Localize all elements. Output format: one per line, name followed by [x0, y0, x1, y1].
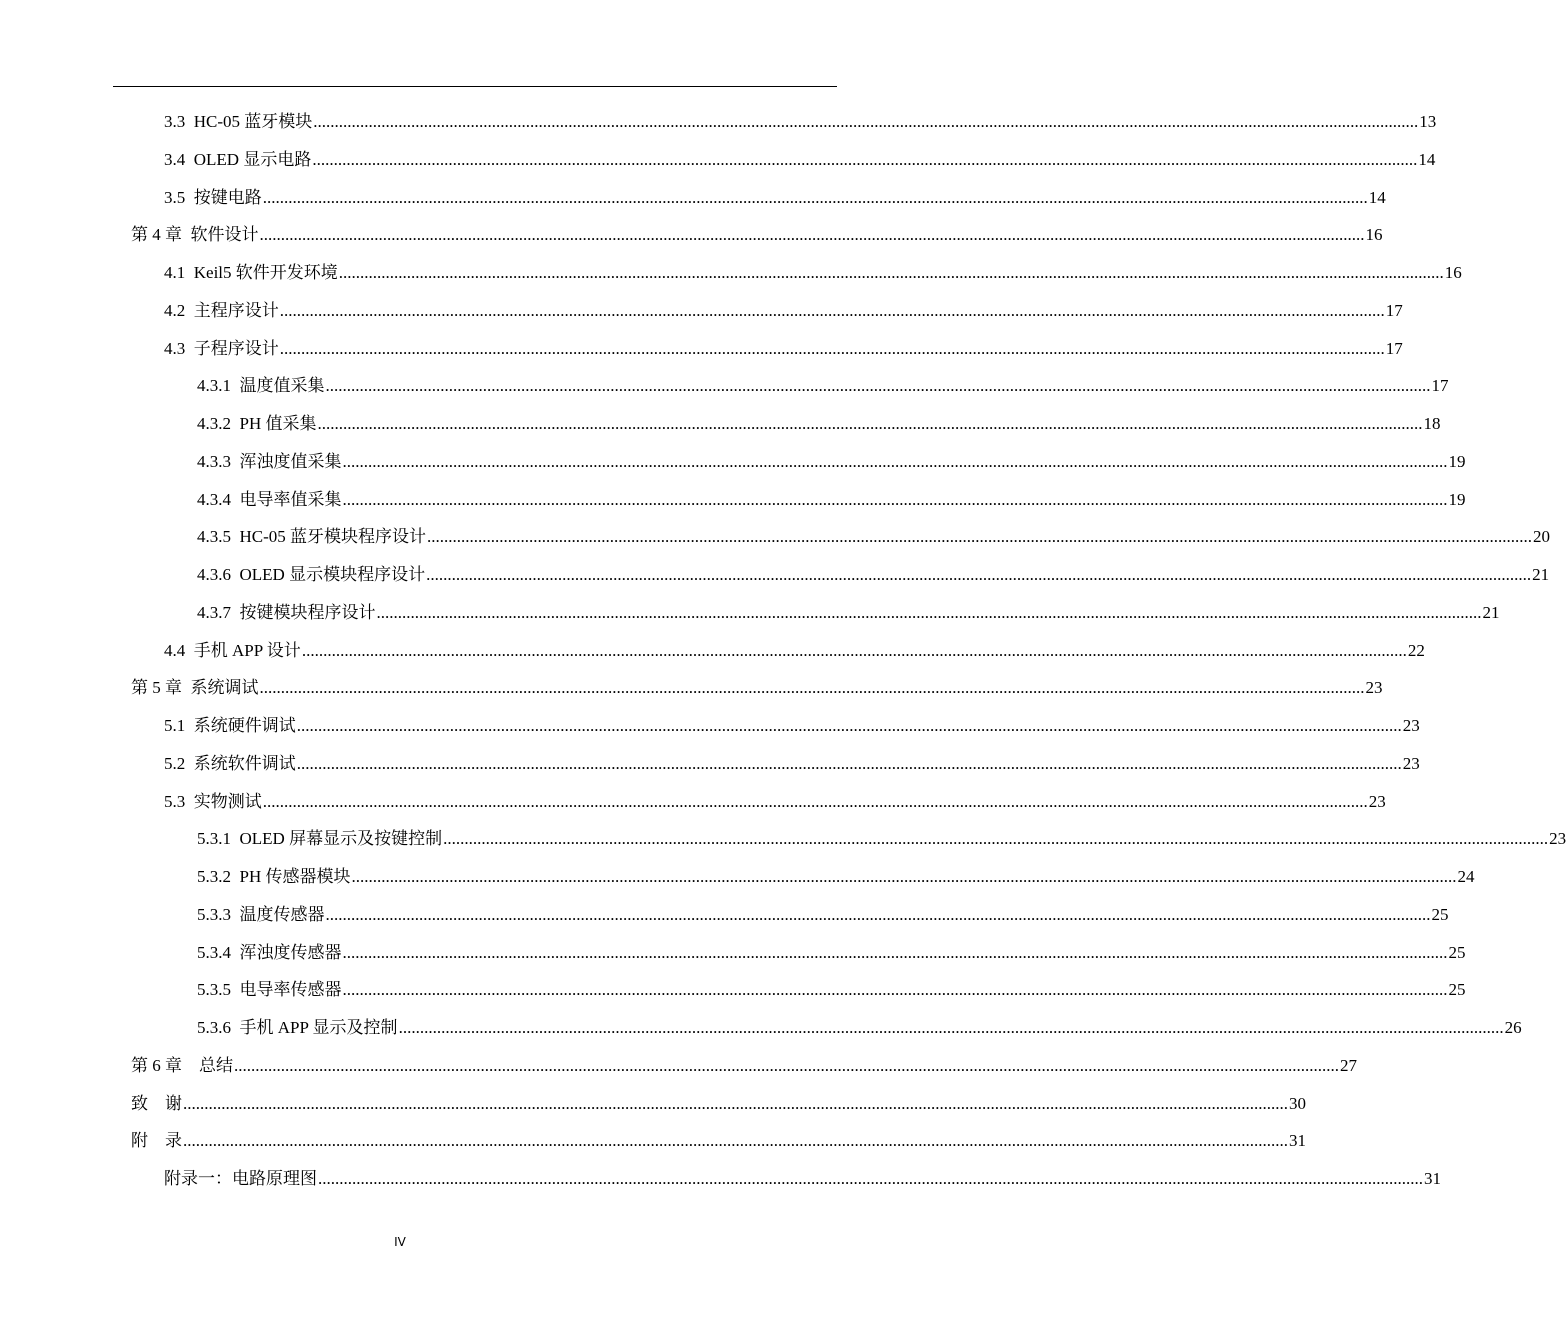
toc-entry-page: 23	[1368, 791, 1386, 811]
toc-entry-page: 25	[1448, 980, 1466, 1000]
toc-entry-label: 4.1 Keil5 软件开发环境	[164, 263, 338, 282]
toc-entry	[131, 1127, 1306, 1151]
toc-leader-dots: ....................................................................................................................................................................................................................................................................	[426, 565, 1532, 584]
toc-leader-dots: ....................................................................................................................................................................................................................................................................	[351, 867, 1457, 886]
toc-entry-label: 第 6 章 总结	[131, 1055, 233, 1075]
toc-entry	[131, 221, 1383, 245]
toc-entry	[164, 712, 1420, 736]
toc-entry-page: 25	[1448, 942, 1466, 962]
toc-entry	[164, 259, 1462, 283]
toc-entry-label: 5.3.6 手机 APP 显示及控制	[197, 1018, 398, 1037]
toc-entry-page: 31	[1289, 1131, 1306, 1151]
toc-entry-label: 4.3 子程序设计	[164, 338, 279, 358]
toc-entry-label: 3.4 OLED 显示电路	[164, 149, 312, 169]
toc-entry-page: 31	[1424, 1169, 1441, 1188]
toc-entry	[131, 1052, 1357, 1076]
toc-entry-page: 19	[1448, 451, 1466, 471]
toc-entry-label: 4.3.2 PH 值采集	[197, 414, 317, 433]
toc-entry	[197, 863, 1475, 887]
toc-entry-page: 25	[1431, 904, 1449, 924]
toc-leader-dots: ....................................................................................................................................................................................................................................................................	[342, 980, 1448, 1000]
toc-entry	[197, 1014, 1522, 1038]
toc-entry-page: 21	[1482, 602, 1500, 622]
toc-entry	[197, 372, 1449, 396]
toc-entry-label: 4.4 手机 APP 设计	[164, 640, 301, 660]
toc-entry	[197, 599, 1500, 623]
toc-leader-dots: ....................................................................................................................................................................................................................................................................	[262, 791, 1368, 811]
toc-entry	[164, 108, 1437, 132]
toc-entry	[164, 750, 1420, 774]
toc-leader-dots: ....................................................................................................................................................................................................................................................................	[259, 225, 1365, 245]
toc-entry-label: 5.3.3 温度传感器	[197, 904, 325, 924]
toc-entry-label: 5.3.2 PH 传感器模块	[197, 867, 351, 886]
toc-entry-page: 22	[1407, 640, 1425, 660]
toc-leader-dots: ....................................................................................................................................................................................................................................................................	[342, 451, 1448, 471]
toc-entry-label: 4.3.6 OLED 显示模块程序设计	[197, 565, 426, 584]
toc-entry-page: 16	[1365, 225, 1383, 245]
toc-entry-page: 23	[1365, 678, 1383, 698]
toc-entry-page: 19	[1448, 489, 1466, 509]
toc-entry	[164, 788, 1386, 812]
toc-entry-label: 4.3.1 温度值采集	[197, 376, 325, 396]
header-rule	[113, 86, 837, 87]
toc-leader-dots: ....................................................................................................................................................................................................................................................................	[398, 1018, 1504, 1037]
toc-leader-dots: ....................................................................................................................................................................................................................................................................	[325, 904, 1431, 924]
toc-leader-dots: ....................................................................................................................................................................................................................................................................	[279, 300, 1385, 320]
toc-leader-dots: ....................................................................................................................................................................................................................................................................	[296, 753, 1402, 773]
toc-entry-page: 18	[1423, 414, 1441, 433]
toc-leader-dots: ....................................................................................................................................................................................................................................................................	[262, 187, 1368, 207]
toc-leader-dots: ....................................................................................................................................................................................................................................................................	[312, 149, 1418, 169]
toc-entry-label: 5.2 系统软件调试	[164, 753, 296, 773]
toc-leader-dots: ....................................................................................................................................................................................................................................................................	[183, 1131, 1288, 1151]
toc-entry	[197, 486, 1466, 510]
toc-entry-label: 3.5 按键电路	[164, 187, 262, 207]
toc-entry-label: 致 谢	[131, 1093, 182, 1113]
toc-entry-page: 27	[1340, 1055, 1357, 1075]
toc-entry	[164, 335, 1403, 359]
toc-entry-page: 14	[1418, 149, 1436, 169]
toc-entry	[197, 410, 1441, 434]
toc-entry	[131, 674, 1383, 698]
toc-entry	[197, 901, 1449, 925]
toc-entry-label: 4.3.4 电导率值采集	[197, 489, 342, 509]
toc-leader-dots: ....................................................................................................................................................................................................................................................................	[338, 263, 1444, 282]
toc-leader-dots: ....................................................................................................................................................................................................................................................................	[342, 489, 1448, 509]
toc-entry-label: 4.2 主程序设计	[164, 300, 279, 320]
toc-entry	[197, 561, 1550, 585]
toc-entry-label: 第 5 章 系统调试	[131, 678, 259, 698]
toc-entry	[197, 448, 1466, 472]
toc-entry	[197, 523, 1551, 547]
toc-entry	[164, 637, 1425, 661]
toc-entry-label: 4.3.7 按键模块程序设计	[197, 602, 376, 622]
toc-entry	[164, 297, 1403, 321]
toc-entry-label: 5.3.4 浑浊度传感器	[197, 942, 342, 962]
toc-entry-page: 16	[1444, 263, 1462, 282]
toc-entry-page: 23	[1402, 716, 1420, 735]
toc-entry-page: 24	[1457, 867, 1475, 886]
toc-entry-label: 5.3 实物测试	[164, 791, 262, 811]
toc-entry-label: 5.3.5 电导率传感器	[197, 980, 342, 1000]
toc-entry-page: 17	[1431, 376, 1449, 396]
toc-leader-dots: ....................................................................................................................................................................................................................................................................	[279, 338, 1385, 358]
toc-entry-label: 3.3 HC-05 蓝牙模块	[164, 112, 313, 131]
toc-entry	[164, 146, 1436, 170]
toc-entry-page: 21	[1532, 565, 1550, 584]
toc-entry-label: 附录一：电路原理图	[164, 1169, 317, 1188]
toc-leader-dots: ....................................................................................................................................................................................................................................................................	[427, 527, 1533, 547]
toc-entry	[164, 184, 1386, 208]
toc-leader-dots: ....................................................................................................................................................................................................................................................................	[301, 640, 1407, 660]
toc-entry-label: 第 4 章 软件设计	[131, 225, 259, 245]
page-number: IV	[394, 1235, 406, 1249]
toc-entry-page: 17	[1385, 338, 1403, 358]
toc-entry-label: 4.3.5 HC-05 蓝牙模块程序设计	[197, 527, 427, 547]
toc-leader-dots: ....................................................................................................................................................................................................................................................................	[183, 1093, 1288, 1113]
toc-entry-label: 5.3.1 OLED 屏幕显示及按键控制	[197, 829, 443, 849]
toc-entry	[164, 1165, 1441, 1189]
toc-leader-dots: ....................................................................................................................................................................................................................................................................	[296, 716, 1402, 735]
toc-entry-page: 26	[1504, 1018, 1522, 1037]
toc-entry-page: 30	[1289, 1093, 1306, 1113]
toc-leader-dots: ....................................................................................................................................................................................................................................................................	[443, 829, 1549, 849]
toc-leader-dots: ....................................................................................................................................................................................................................................................................	[259, 678, 1365, 698]
toc-leader-dots: ....................................................................................................................................................................................................................................................................	[234, 1055, 1339, 1075]
toc-entry-page: 23	[1402, 753, 1420, 773]
toc-entry-page: 17	[1385, 300, 1403, 320]
toc-entry-label: 4.3.3 浑浊度值采集	[197, 451, 342, 471]
toc-entry	[131, 1090, 1306, 1114]
toc-entry	[197, 825, 1566, 849]
toc-leader-dots: ....................................................................................................................................................................................................................................................................	[342, 942, 1448, 962]
toc-entry-page: 23	[1549, 829, 1566, 849]
toc-entry-page: 13	[1419, 112, 1437, 131]
toc-leader-dots: ....................................................................................................................................................................................................................................................................	[317, 414, 1423, 433]
toc-entry-page: 14	[1368, 187, 1386, 207]
toc-entry	[197, 976, 1466, 1000]
toc-entry-page: 20	[1533, 527, 1551, 547]
toc-leader-dots: ....................................................................................................................................................................................................................................................................	[376, 602, 1482, 622]
toc-entry-label: 5.1 系统硬件调试	[164, 716, 296, 735]
toc-leader-dots: ....................................................................................................................................................................................................................................................................	[325, 376, 1431, 396]
toc-leader-dots: ....................................................................................................................................................................................................................................................................	[313, 112, 1419, 131]
toc-entry-label: 附 录	[131, 1131, 182, 1151]
toc-leader-dots: ....................................................................................................................................................................................................................................................................	[318, 1169, 1423, 1188]
toc-entry	[197, 939, 1466, 963]
